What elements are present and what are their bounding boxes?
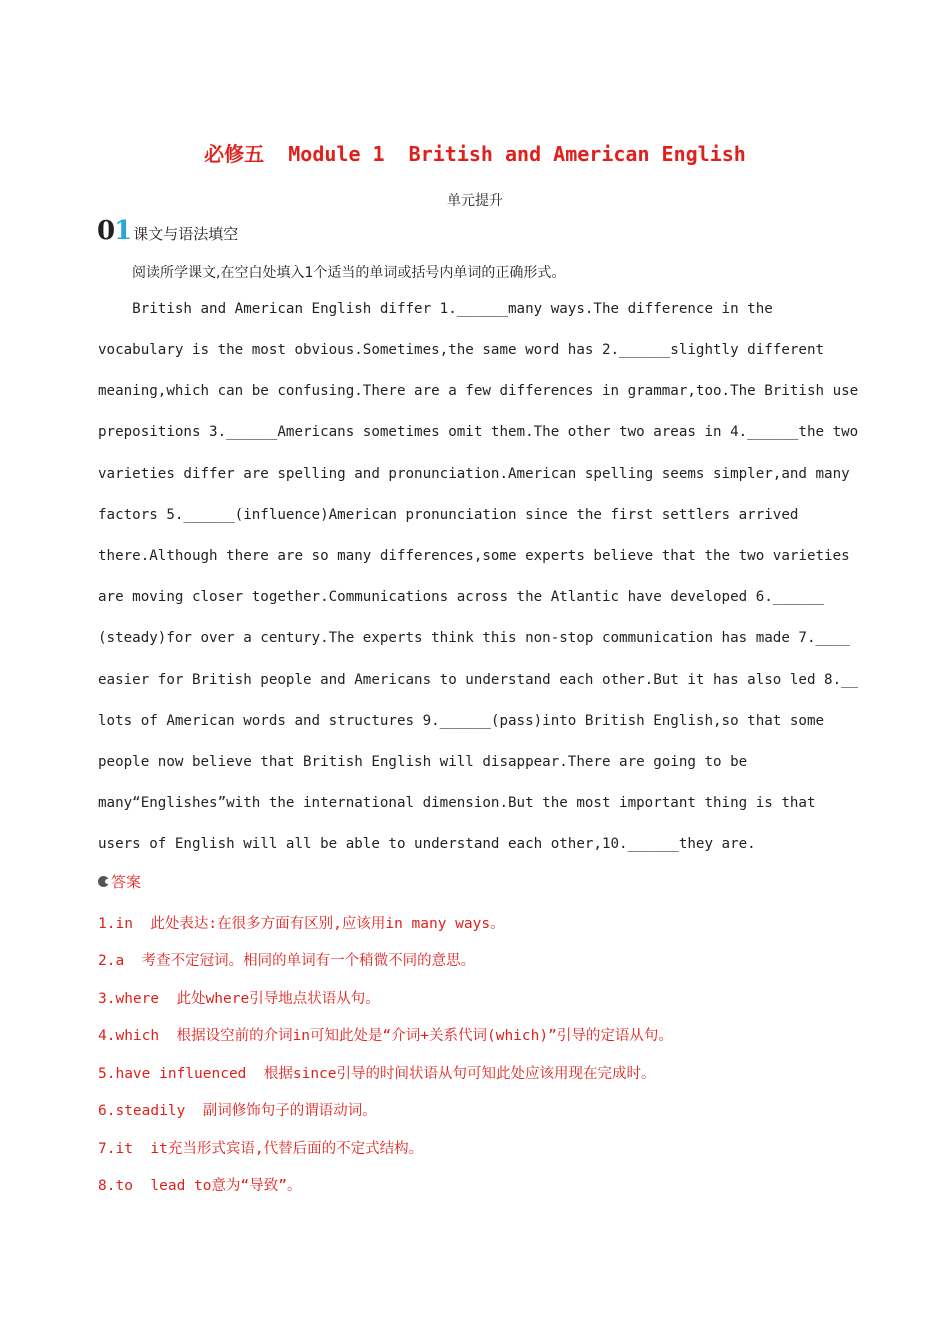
passage-line: meaning,which can be confusing.There are a few differences in grammar,too.The British use bbox=[98, 383, 859, 399]
passage-line: people now believe that British English will disappear.There are going to be bbox=[98, 754, 748, 770]
passage-line: vocabulary is the most obvious.Sometimes,the same word has 2.______slightly different bbox=[98, 342, 825, 358]
passage-line: are moving closer together.Communications across the Atlantic have developed 6.______ bbox=[98, 589, 825, 605]
passage-line: (steady)for over a century.The experts think this non-stop communication has made 7.____ bbox=[98, 630, 850, 646]
section-number-digit-1: 1 bbox=[114, 216, 132, 246]
answer-item: 1.in 此处表达:在很多方面有区别,应该用in many ways。 bbox=[98, 916, 505, 932]
section-number-digit-0: 0 bbox=[97, 216, 115, 246]
answer-item: 8.to lead to意为“导致”。 bbox=[98, 1178, 302, 1194]
answer-heading bbox=[98, 871, 141, 892]
section-number bbox=[97, 216, 131, 246]
passage-line: lots of American words and structures 9.______(pass)into British English,so that some bbox=[98, 713, 825, 729]
answer-item: 4.which 根据设空前的介词in可知此处是“介词+关系代词(which)”引导的定语从句。 bbox=[98, 1028, 673, 1044]
passage-line: factors 5.______(influence)American pronunciation since the first settlers arrived bbox=[98, 507, 799, 523]
page-subtitle: 单元提升 bbox=[447, 193, 503, 209]
instruction-text: 阅读所学课文,在空白处填入1个适当的单词或括号内单词的正确形式。 bbox=[132, 265, 566, 281]
passage-line: easier for British people and Americans to understand each other.But it has also led 8.__ bbox=[98, 672, 859, 688]
answer-item: 2.a 考查不定冠词。相同的单词有一个稍微不同的意思。 bbox=[98, 953, 476, 969]
passage-line: users of English will all be able to understand each other,10.______they are. bbox=[98, 836, 756, 852]
section-heading bbox=[97, 216, 238, 246]
passage-line: many“Englishes”with the international dimension.But the most important thing is that bbox=[98, 795, 816, 811]
passage-line: British and American English differ 1.______many ways.The difference in the bbox=[98, 301, 773, 317]
answer-item: 6.steadily 副词修饰句子的谓语动词。 bbox=[98, 1103, 377, 1119]
answer-marker-icon bbox=[98, 876, 109, 887]
passage-line: varieties differ are spelling and pronunciation.American spelling seems simpler,and many bbox=[98, 466, 850, 482]
answer-item: 7.it it充当形式宾语,代替后面的不定式结构。 bbox=[98, 1141, 424, 1157]
section-title: 课文与语法填空 bbox=[133, 225, 239, 243]
answer-item: 3.where 此处where引导地点状语从句。 bbox=[98, 991, 380, 1007]
answer-heading-label: 答案 bbox=[111, 873, 142, 891]
passage-line: prepositions 3.______Americans sometimes omit them.The other two areas in 4.______the two bbox=[98, 424, 859, 440]
answer-item: 5.have influenced 根据since引导的时间状语从句可知此处应该用现在完成时。 bbox=[98, 1066, 656, 1082]
passage-line: there.Although there are so many differences,some experts believe that the two varieties bbox=[98, 548, 850, 564]
page-title: 必修五 Module 1 British and American English bbox=[204, 142, 746, 166]
